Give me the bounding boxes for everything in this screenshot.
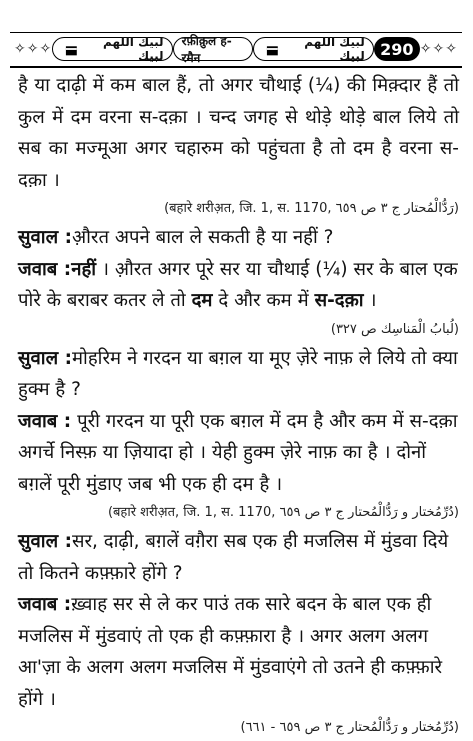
kaaba-icon [266, 41, 279, 57]
question-label: सुवाल : [18, 227, 72, 248]
left-badge-text: لبيك اللهم لبيك [103, 35, 164, 63]
reference-1: (बहारे शरीअ़त, जि. 1, स. 1170, رَدُّالْمُحتار ج ٣ ص ٦٥٩) [164, 201, 459, 216]
question-body: मोहरिम ने गरदन या बग़ल या मूए ज़ेरे नाफ़ ले लिये तो क्या हुक्म है ? [18, 347, 458, 400]
answer-sadqa: स-दक़ा [314, 290, 364, 311]
answer-label: जवाब : [18, 410, 72, 432]
header-title: रफ़ीक़ुल ह-रमैन [173, 37, 254, 61]
answer-body-2: दे और कम में [212, 290, 315, 311]
answer-text [18, 406, 459, 501]
answer-lead: नहीं [71, 258, 97, 280]
question-label: सुवाल : [18, 531, 72, 552]
question-1 [18, 222, 459, 254]
question-text [18, 343, 459, 406]
page-body [18, 70, 459, 741]
answer-2 [18, 406, 459, 501]
answer-3 [18, 589, 459, 715]
right-badge [253, 37, 373, 61]
answer-body: पूरी गरदन या पूरी एक बग़ल में दम है और कम में स-दक़ा अगर्चे निस्फ़ या ज़ियादा हो । येही हुक्म ज़ेरे नाफ़ का है । दोनों बग़लें पूरी मुंडाए जब भी एक ही दम है । [18, 410, 458, 495]
answer-body: ख़्वाह सर से ले कर पाउं तक सारे बदन के बाल एक ही मजलिस में मुंडवाएं तो एक ही कफ़्फ़ारा है । अगर अलग अलग आ'ज़ा के अलग अलग मजलिस में मुंडवाएंगे तो उतने ही कफ़्फ़ारे होंगे । [18, 594, 443, 710]
header-bottom-rule [10, 66, 462, 68]
question-text [18, 526, 459, 589]
answer-text [18, 589, 459, 715]
kaaba-icon [65, 41, 78, 57]
question-text: औ़रत अपने बाल ले सकती है या नहीं ? [71, 227, 334, 248]
answer-dam: दम [191, 290, 213, 311]
paragraph-1: है या दाढ़ी में कम बाल हैं, तो अगर चौथाई (¼) की मिक़्दार हैं तो कुल में दम वरना स-दक़ा । चन्द जगह से थोड़े थोड़े बाल लिये तो सब का मज्मूआ अगर चहारुम को पहुंचता है तो दम है वरना स-दक़ा । [18, 75, 459, 191]
reference-4: (دُرِّمُختار و رَدُّالْمُحتار ج ٣ ص ٦٥٩ - ٦٦١) [240, 720, 459, 735]
right-badge-text: لبيك اللهم لبيك [304, 35, 365, 63]
question-3 [18, 526, 459, 589]
answer-label: जवाब : [18, 258, 72, 280]
page-number: 290 [374, 37, 420, 61]
answer-text [18, 254, 459, 317]
page-header [10, 32, 462, 64]
reference-3: (बहारे शरीअ़त, जि. 1, स. 1170, دُرِّمُختار و رَدُّالْمُحتار ج ٣ ص ٦٥٩) [107, 505, 459, 520]
question-2 [18, 343, 459, 406]
answer-body: । औ़रत अगर पूरे सर या चौथाई (¼) सर के बाल एक पोरे के बराबर कतर ले तो [18, 258, 458, 311]
answer-label: जवाब : [18, 594, 72, 615]
question-label: सुवाल : [18, 347, 72, 369]
answer-1 [18, 254, 459, 317]
header-bar [14, 34, 458, 65]
reference-2: (لُبابُ الْمَناسِك ص ٣٢٧) [330, 321, 459, 337]
answer-end: । [363, 290, 377, 311]
left-badge [52, 37, 172, 61]
question-body: सर, दाढ़ी, बग़लें वग़ैरा सब एक ही मजलिस में मुंडवा दिये तो कितने कफ़्फ़ारे होंगे ? [18, 531, 449, 584]
left-ornament: ✧✧✧ [14, 41, 53, 57]
right-ornament: ✧✧✧ [419, 41, 458, 57]
